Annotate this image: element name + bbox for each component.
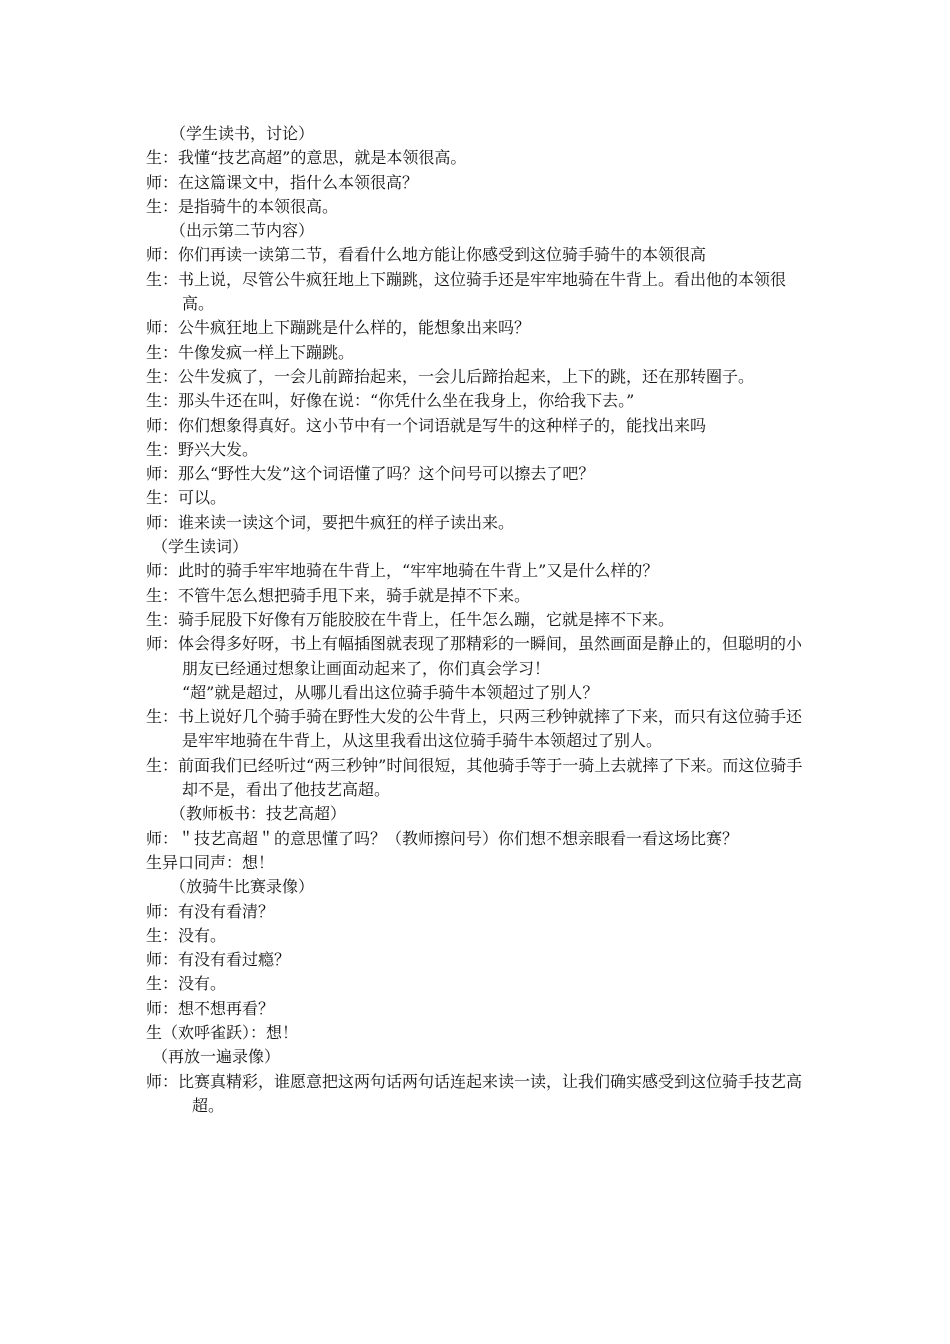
dialogue-line: 生：野兴大发。 xyxy=(146,439,259,459)
dialogue-line: 生：没有。 xyxy=(146,974,227,994)
dialogue-line: （学生读词） xyxy=(152,537,249,557)
dialogue-line: 师：＂技艺高超＂的意思懂了吗？（教师擦问号）你们想不想亲眼看一看这场比赛？ xyxy=(146,828,739,848)
dialogue-line: 生：书上说，尽管公牛疯狂地上下蹦跳，这位骑手还是牢牢地骑在牛背上。看出他的本领很高。 xyxy=(146,269,787,314)
dialogue-line: （再放一遍录像） xyxy=(152,1047,281,1067)
dialogue-line: 生：书上说好几个骑手骑在野性大发的公牛背上，只两三秒钟就摔了下来，而只有这位骑手还是牢牢地骑在牛背上，从这里我看出这位骑手骑牛本领超过了别人。 xyxy=(146,707,803,751)
dialogue-line: （学生读书，讨论） xyxy=(170,124,315,143)
dialogue-line: 生：骑手屁股下好像有万能胶胶在牛背上，任牛怎么蹦，它就是摔不下来。 xyxy=(146,609,675,629)
dialogue-line: 生：前面我们已经听过“两三秒钟”时间很短，其他骑手等于一骑上去就摔了下来。而这位骑手却不是，看出了他技艺高超。 xyxy=(146,755,803,800)
dialogue-line: 生：不管牛怎么想把骑手甩下来，骑手就是掉不下来。 xyxy=(146,585,531,605)
dialogue-line: 生：没有。 xyxy=(146,925,227,945)
document-body xyxy=(146,122,810,1118)
dialogue-line: 生：牛像发疯一样上下蹦跳。 xyxy=(146,342,355,362)
dialogue-line: 生：公牛发疯了，一会儿前蹄抬起来，一会儿后蹄抬起来，上下的跳，还在那转圈子。 xyxy=(146,366,755,386)
dialogue-line: 师：比赛真精彩，谁愿意把这两句话两句话连起来读一读，让我们确实感受到这位骑手技艺高超。 xyxy=(146,1071,803,1115)
dialogue-line: 生异口同声：想！ xyxy=(146,852,275,872)
dialogue-line: 师：公牛疯狂地上下蹦跳是什么样的，能想象出来吗？ xyxy=(146,318,531,338)
dialogue-line: 师：你们想象得真好。这小节中有一个词语就是写牛的这种样子的，能找出来吗 xyxy=(146,415,707,435)
dialogue-line: 师：想不想再看？ xyxy=(146,998,275,1018)
dialogue-line: 师：有没有看过瘾？ xyxy=(146,950,291,970)
dialogue-line: “超”就是超过，从哪儿看出这位骑手骑牛本领超过了别人？ xyxy=(182,682,599,702)
dialogue-line: 生：是指骑牛的本领很高。 xyxy=(146,196,339,216)
dialogue-line: 师：体会得多好呀，书上有幅插图就表现了那精彩的一瞬间，虽然画面是静止的，但聪明的小朋友已经通过想象让画面动起来了，你们真会学习！ xyxy=(146,634,803,678)
dialogue-line: （出示第二节内容） xyxy=(170,221,315,241)
dialogue-line: （放骑牛比赛录像） xyxy=(170,877,315,897)
dialogue-line: （教师板书：技艺高超） xyxy=(170,804,347,824)
dialogue-line: 生（欢呼雀跃）：想！ xyxy=(146,1022,299,1042)
dialogue-line: 师：谁来读一读这个词，要把牛疯狂的样子读出来。 xyxy=(146,512,515,532)
dialogue-line: 师：有没有看清？ xyxy=(146,901,275,921)
dialogue-line: 师：你们再读一读第二节，看看什么地方能让你感受到这位骑手骑牛的本领很高 xyxy=(146,245,707,265)
dialogue-line: 生：可以。 xyxy=(146,488,227,508)
dialogue-line: 生：那头牛还在叫，好像在说：“你凭什么坐在我身上，你给我下去。” xyxy=(146,391,635,411)
dialogue-line: 师：此时的骑手牢牢地骑在牛背上，“牢牢地骑在牛背上”又是什么样的？ xyxy=(146,561,659,581)
dialogue-line: 师：在这篇课文中，指什么本领很高？ xyxy=(146,172,419,192)
dialogue-line: 生：我懂“技艺高超”的意思，就是本领很高。 xyxy=(146,148,467,168)
dialogue-line: 师：那么“野性大发”这个词语懂了吗？这个问号可以擦去了吧？ xyxy=(146,464,595,484)
